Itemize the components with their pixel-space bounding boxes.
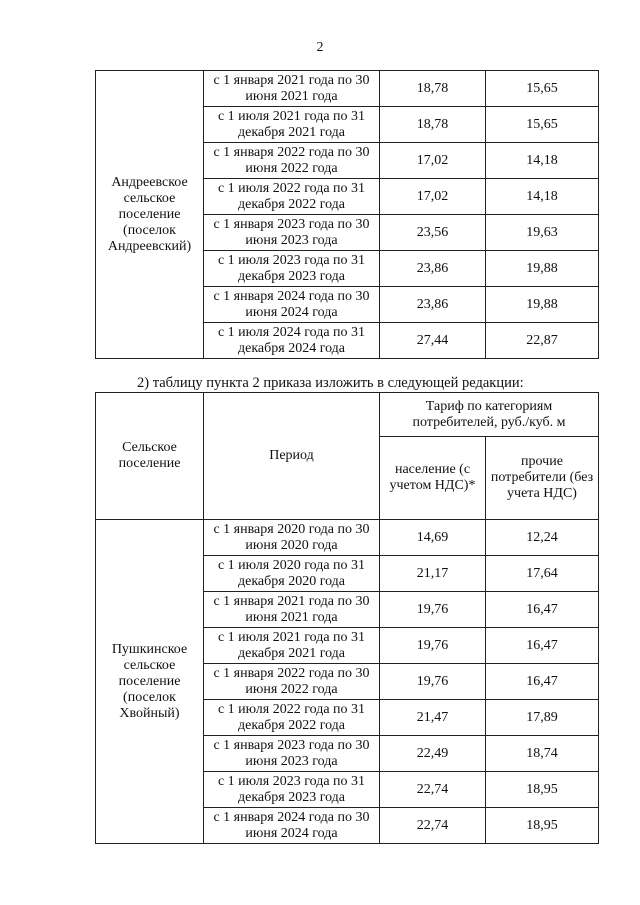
tariff-table-pushkinskoe [95,392,599,844]
population-tariff-cell: 22,74 [380,772,486,808]
population-tariff-cell: 19,76 [380,628,486,664]
period-cell: с 1 января 2022 года по 30 июня 2022 года [204,143,380,179]
period-cell: с 1 июля 2023 года по 31 декабря 2023 года [204,772,380,808]
others-tariff-cell: 18,95 [486,808,599,844]
header-tariff: Тариф по категориям потребителей, руб./куб. м [380,393,599,437]
header-population: население (с учетом НДС)* [380,437,486,520]
period-cell: с 1 января 2021 года по 30 июня 2021 года [204,71,380,107]
population-tariff-cell: 21,47 [380,700,486,736]
others-tariff-cell: 22,87 [486,323,599,359]
header-settlement: Сельское поселение [96,393,204,520]
header-others: прочие потребители (без учета НДС) [486,437,599,520]
population-tariff-cell: 17,02 [380,179,486,215]
population-tariff-cell: 18,78 [380,107,486,143]
population-tariff-cell: 22,74 [380,808,486,844]
settlement-cell: Пушкинское сельское поселение (поселок Хвойный) [96,520,204,844]
population-tariff-cell: 14,69 [380,520,486,556]
others-tariff-cell: 15,65 [486,107,599,143]
period-cell: с 1 июля 2023 года по 31 декабря 2023 года [204,251,380,287]
period-cell: с 1 января 2020 года по 30 июня 2020 года [204,520,380,556]
period-cell: с 1 января 2021 года по 30 июня 2021 года [204,592,380,628]
settlement-cell: Андреевское сельское поселение (поселок Андреевский) [96,71,204,359]
others-tariff-cell: 17,89 [486,700,599,736]
period-cell: с 1 июля 2022 года по 31 декабря 2022 года [204,179,380,215]
others-tariff-cell: 19,88 [486,287,599,323]
header-period: Период [204,393,380,520]
period-cell: с 1 января 2024 года по 30 июня 2024 года [204,287,380,323]
population-tariff-cell: 19,76 [380,664,486,700]
period-cell: с 1 июля 2020 года по 31 декабря 2020 года [204,556,380,592]
population-tariff-cell: 17,02 [380,143,486,179]
population-tariff-cell: 19,76 [380,592,486,628]
period-cell: с 1 января 2024 года по 30 июня 2024 года [204,808,380,844]
others-tariff-cell: 17,64 [486,556,599,592]
population-tariff-cell: 27,44 [380,323,486,359]
population-tariff-cell: 18,78 [380,71,486,107]
table-row [96,520,599,556]
others-tariff-cell: 12,24 [486,520,599,556]
period-cell: с 1 января 2023 года по 30 июня 2023 года [204,215,380,251]
population-tariff-cell: 23,86 [380,287,486,323]
others-tariff-cell: 19,63 [486,215,599,251]
others-tariff-cell: 16,47 [486,628,599,664]
population-tariff-cell: 22,49 [380,736,486,772]
population-tariff-cell: 23,86 [380,251,486,287]
others-tariff-cell: 14,18 [486,143,599,179]
others-tariff-cell: 14,18 [486,179,599,215]
period-cell: с 1 января 2023 года по 30 июня 2023 года [204,736,380,772]
page-number: 2 [316,40,324,55]
others-tariff-cell: 18,95 [486,772,599,808]
period-cell: с 1 июля 2021 года по 31 декабря 2021 года [204,107,380,143]
others-tariff-cell: 16,47 [486,664,599,700]
others-tariff-cell: 19,88 [486,251,599,287]
population-tariff-cell: 21,17 [380,556,486,592]
tariff-table-andreevskoe [95,70,599,359]
period-cell: с 1 января 2022 года по 30 июня 2022 года [204,664,380,700]
period-cell: с 1 июля 2021 года по 31 декабря 2021 года [204,628,380,664]
table-row [96,71,599,107]
period-cell: с 1 июля 2024 года по 31 декабря 2024 года [204,323,380,359]
period-cell: с 1 июля 2022 года по 31 декабря 2022 года [204,700,380,736]
others-tariff-cell: 16,47 [486,592,599,628]
others-tariff-cell: 15,65 [486,71,599,107]
population-tariff-cell: 23,56 [380,215,486,251]
paragraph-item-2: 2) таблицу пункта 2 приказа изложить в следующей редакции: [137,375,524,391]
others-tariff-cell: 18,74 [486,736,599,772]
